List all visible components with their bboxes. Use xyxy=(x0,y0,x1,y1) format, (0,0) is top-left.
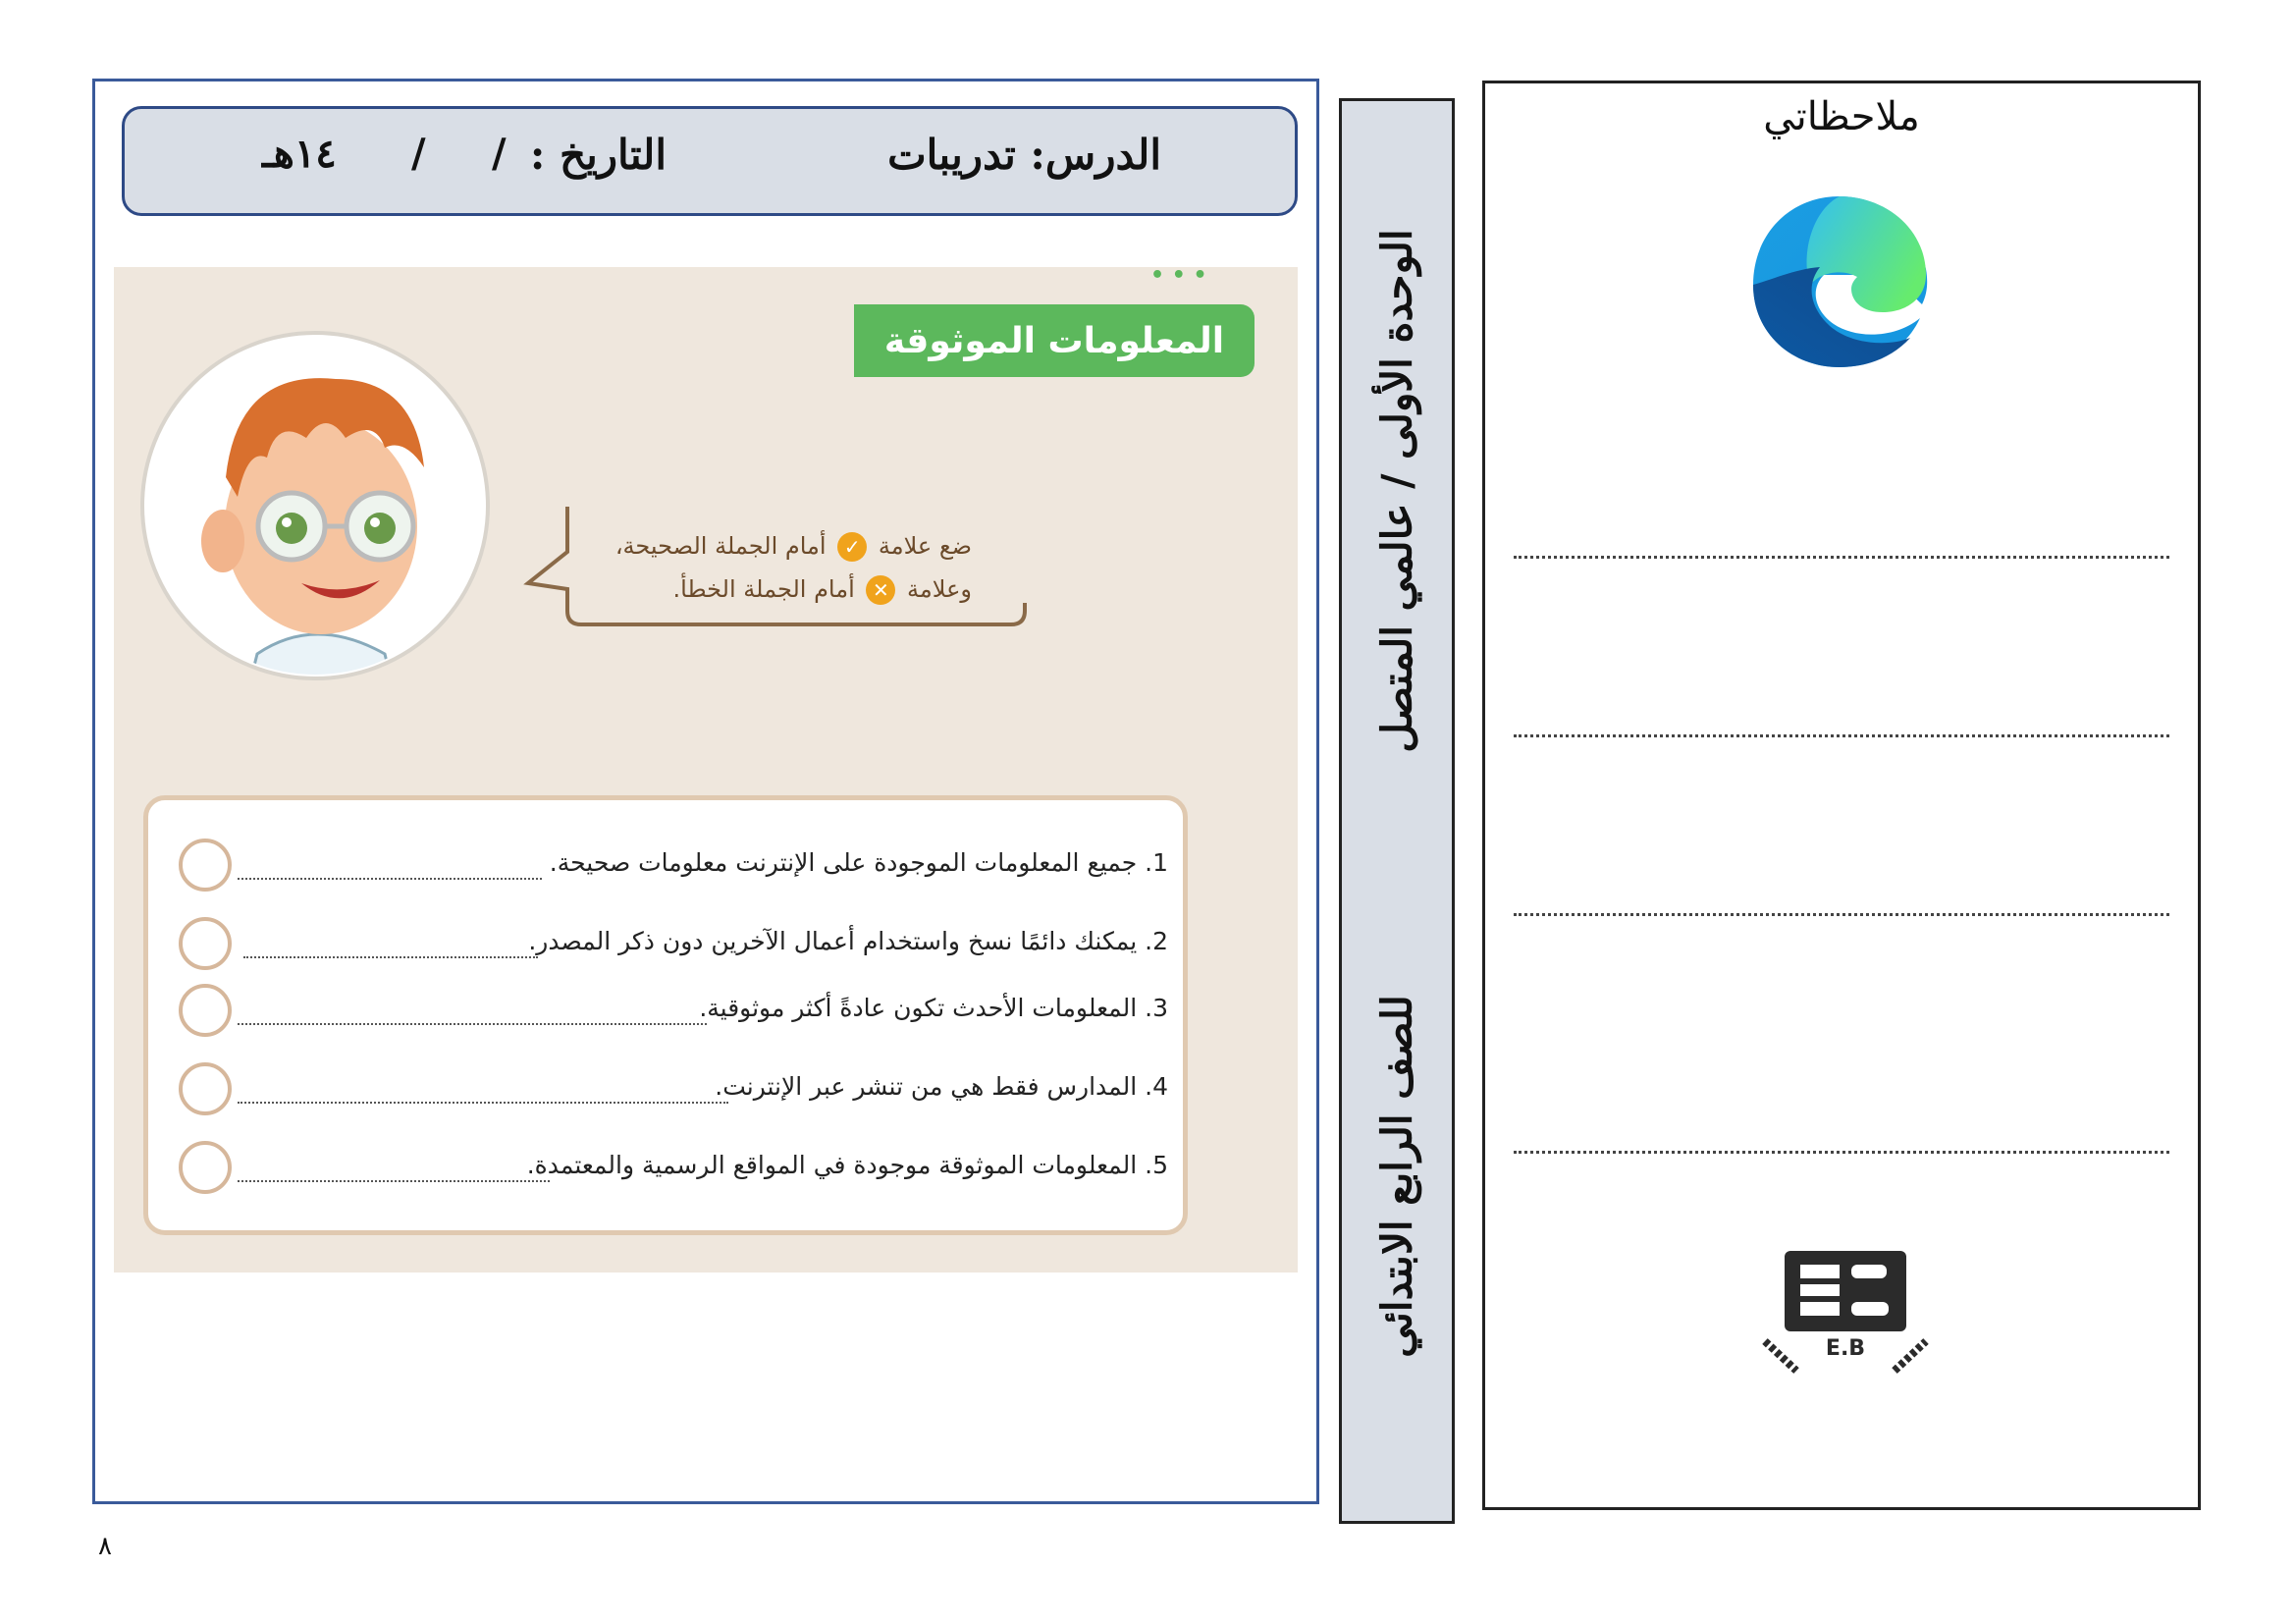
date-separator: / xyxy=(411,131,426,177)
question-text: 1. جميع المعلومات الموجودة على الإنترنت معلومات صحيحة. xyxy=(549,848,1168,877)
activity-title: المعلومات الموثوقة xyxy=(854,304,1255,377)
instruction-text: وعلامة xyxy=(907,575,972,603)
page-number: ٨ xyxy=(98,1532,112,1561)
lesson-title: الدرس: تدريبات xyxy=(887,131,1161,179)
unit-title: الوحدة الأولى / عالمي المتصل xyxy=(1372,229,1421,753)
question-row xyxy=(175,839,1168,893)
answer-circle[interactable] xyxy=(179,1141,232,1194)
student-avatar xyxy=(139,330,491,681)
question-text: 5. المعلومات الموثوقة موجودة في المواقع الرسمية والمعتمدة. xyxy=(526,1151,1168,1179)
check-icon: ✓ xyxy=(837,532,867,562)
answer-circle[interactable] xyxy=(179,917,232,970)
instruction-text: أمام الجملة الخطأ. xyxy=(672,575,855,603)
question-row xyxy=(175,1141,1168,1196)
cross-icon: ✕ xyxy=(866,575,895,605)
instruction-line-1 xyxy=(569,524,972,568)
question-text: 3. المعلومات الأحدث تكون عادةً أكثر موثوقية. xyxy=(699,994,1168,1022)
hijri-year: ١٤هـ xyxy=(262,131,337,177)
question-row xyxy=(175,917,1168,972)
notes-title: ملاحظاتي xyxy=(1763,94,1920,139)
answer-circle[interactable] xyxy=(179,839,232,892)
answer-line xyxy=(238,1180,550,1182)
date-separator: / xyxy=(492,131,507,177)
instruction-line-2 xyxy=(569,568,972,611)
answer-line xyxy=(238,1023,707,1025)
answer-circle[interactable] xyxy=(179,984,232,1037)
decorative-dots: • • • xyxy=(1150,263,1207,288)
edge-browser-icon xyxy=(1749,190,1930,371)
question-row xyxy=(175,1062,1168,1117)
instruction-text: أمام الجملة الصحيحة، xyxy=(614,532,827,560)
note-line xyxy=(1514,1151,2169,1154)
question-row xyxy=(175,984,1168,1039)
answer-circle[interactable] xyxy=(179,1062,232,1115)
note-line xyxy=(1514,734,2169,737)
eb-logo-text: E.B xyxy=(1825,1336,1866,1361)
question-text: 4. المدارس فقط هي من تنشر عبر الإنترنت. xyxy=(715,1072,1168,1101)
eb-logo xyxy=(1757,1245,1934,1382)
note-line xyxy=(1514,913,2169,916)
instruction-text: ضع علامة xyxy=(878,532,972,560)
answer-line xyxy=(238,1102,728,1104)
note-line xyxy=(1514,556,2169,559)
grade-title: للصف الرابع الابتدائي xyxy=(1372,995,1421,1358)
question-text: 2. يمكنك دائمًا نسخ واستخدام أعمال الآخرين دون ذكر المصدر. xyxy=(528,927,1168,955)
answer-line xyxy=(238,878,542,880)
date-label: التاريخ : xyxy=(529,131,667,179)
answer-line xyxy=(243,956,538,958)
lesson-header xyxy=(122,106,1298,216)
